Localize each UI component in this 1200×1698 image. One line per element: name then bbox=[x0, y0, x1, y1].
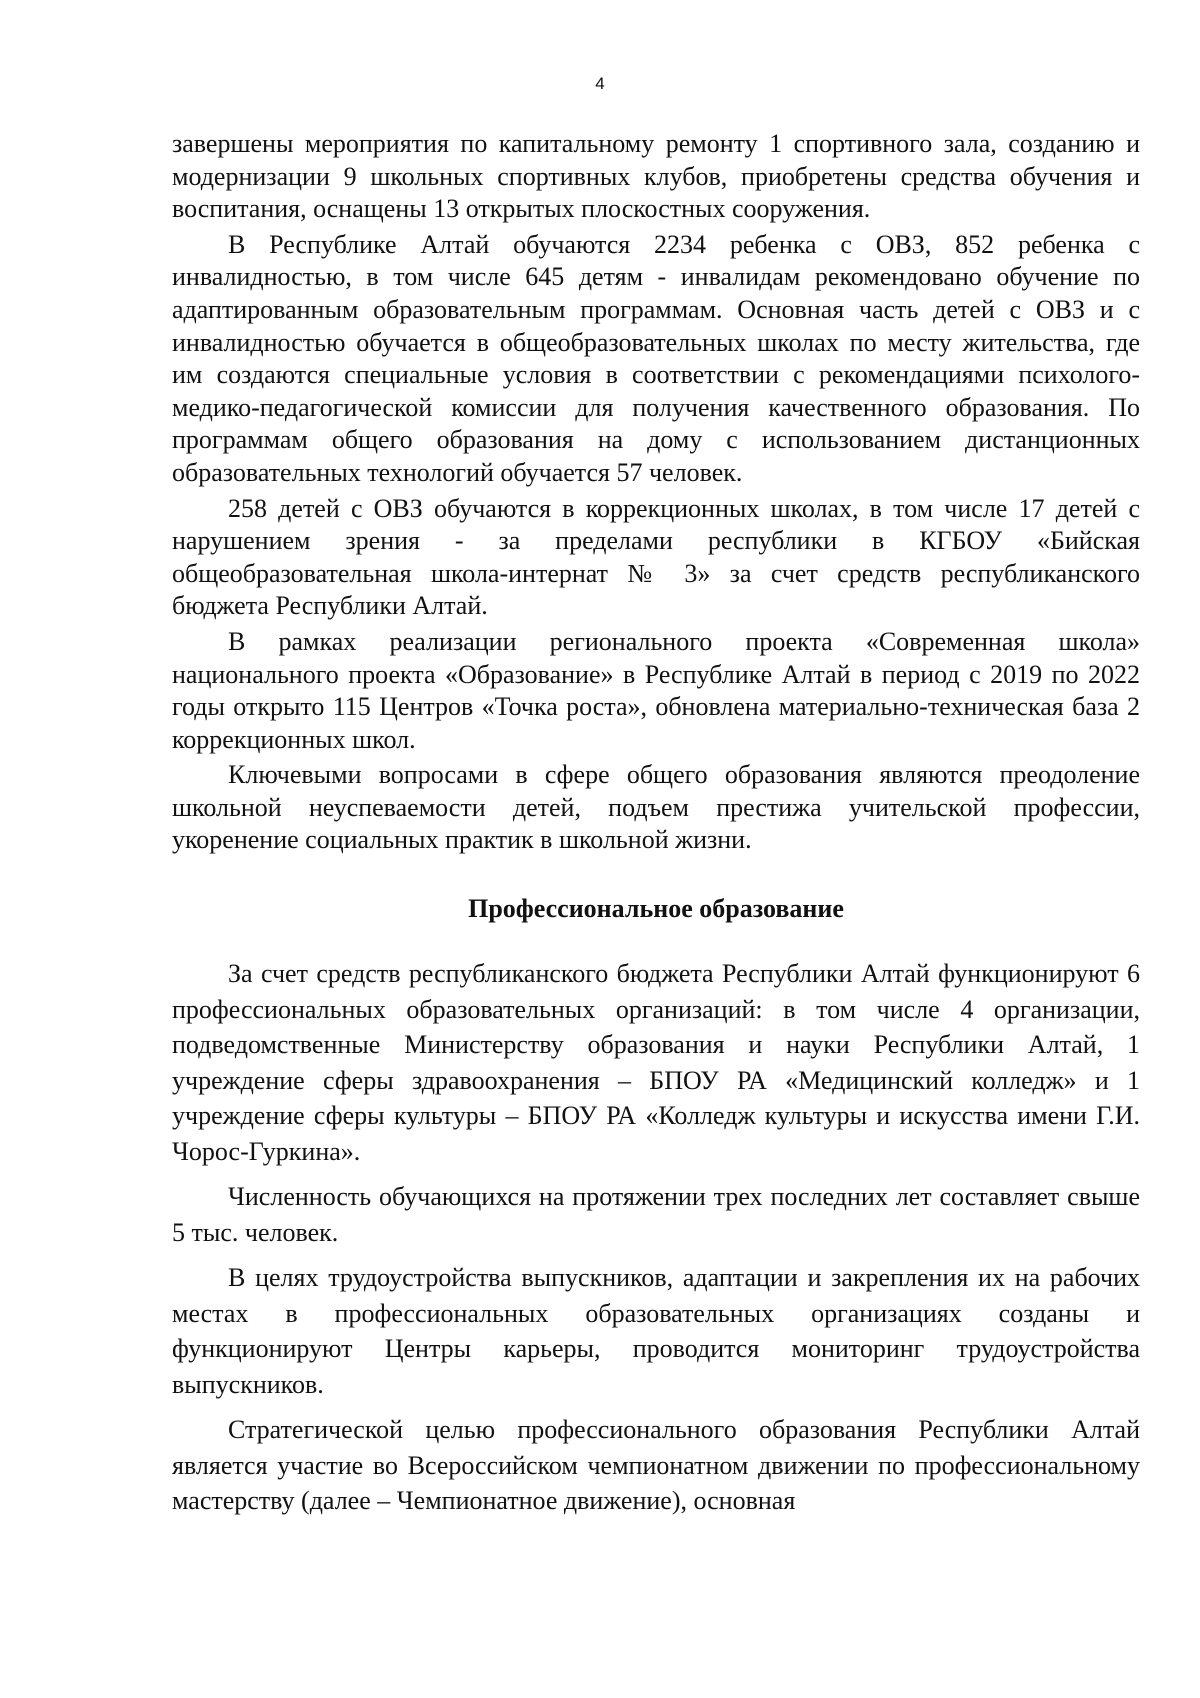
paragraph-children-ovz: В Республике Алтай обучаются 2234 ребенка с ОВЗ, 852 ребенка с инвалидностью, в том числе 645 детям - инвалидам рекомендовано обучение по адаптированным образовательным программам. Основная часть детей с ОВЗ и с инвалидностью обучается в общеобразовательных школах по месту жительства, где им создаются специальные условия в соответствии с рекомендациями психолого-медико-педагогической комиссии для получения качественного образования. По программам общего образования на дому с использованием дистанционных образовательных технологий обучается 57 человек. bbox=[172, 229, 1140, 487]
paragraph-vocational-organizations: За счет средств республиканского бюджета Республики Алтай функционируют 6 профессиональных образовательных организаций: в том числе 4 организации, подведомственные Министерству образования и науки Республики Алтай, 1 учреждение сферы здравоохранения – БПОУ РА «Медицинский колледж» и 1 учреждение сферы культуры – БПОУ РА «Колледж культуры и искусства имени Г.И. Чорос-Гуркина». bbox=[172, 959, 1140, 1166]
paragraph-modern-school-project: В рамках реализации регионального проекта «Современная школа» национального проекта «Образование» в Республике Алтай в период с 2019 по 2022 годы открыто 115 Центров «Точка роста», обновлена материально-техническая база 2 коррекционных школ. bbox=[172, 626, 1140, 754]
paragraph-career-centers: В целях трудоустройства выпускников, адаптации и закрепления их на рабочих местах в профессиональных образовательных организациях созданы и функционируют Центры карьеры, проводится мониторинг трудоустройства выпускников. bbox=[172, 1263, 1140, 1399]
section-heading: Профессиональное образование bbox=[468, 894, 844, 924]
paragraph-correctional-schools: 258 детей с ОВЗ обучаются в коррекционных школах, в том числе 17 детей с нарушением зрения - за пределами республики в КГБОУ «Бийская общеобразовательная школа-интернат № 3» за счет средств республиканского бюджета Республики Алтай. bbox=[172, 493, 1140, 621]
paragraph-sports-facilities: завершены мероприятия по капитальному ремонту 1 спортивного зала, созданию и модернизации 9 школьных спортивных клубов, приобретены средства обучения и воспитания, оснащены 13 открытых плоскостных сооружения. bbox=[172, 129, 1140, 224]
paragraph-strategic-goal: Стратегической целью профессионального образования Республики Алтай является участие во Всероссийском чемпионатном движении по профессиональному мастерству (далее – Чемпионатное движение), основная bbox=[172, 1415, 1140, 1516]
paragraph-student-count: Численность обучающихся на протяжении трех последних лет составляет свыше 5 тыс. человек. bbox=[172, 1182, 1140, 1247]
document-body bbox=[172, 128, 1140, 1519]
page-number: 4 bbox=[595, 74, 605, 93]
paragraph-key-issues: Ключевыми вопросами в сфере общего образования являются преодоление школьной неуспеваемости детей, подъем престижа учительской профессии, укоренение социальных практик в школьной жизни. bbox=[172, 760, 1140, 855]
